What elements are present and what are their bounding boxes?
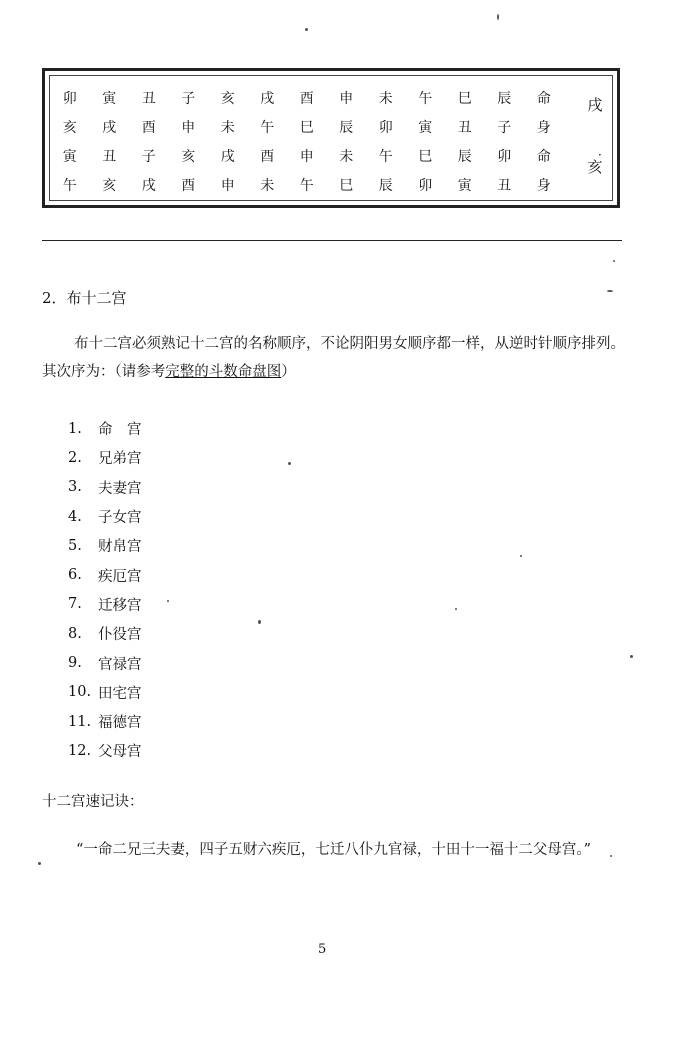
palace-name: 财帛宫 <box>98 539 142 556</box>
branches-table <box>42 68 620 208</box>
table-cell: 午 <box>299 178 314 194</box>
scan-speck <box>630 655 633 658</box>
page-number: 5 <box>318 942 327 957</box>
table-side-label: 亥 <box>587 158 603 176</box>
intro-text: 布十二宫必须熟记十二宫的名称顺序，不论阴阳男女顺序都一样，从逆时针顺序排列。其次序为：（请参考 <box>42 336 625 380</box>
scan-speck <box>305 28 308 31</box>
table-cell: 子 <box>141 149 156 165</box>
list-item <box>68 414 142 443</box>
table-cell: 亥 <box>62 120 77 136</box>
list-number: 3. <box>68 479 82 496</box>
list-item <box>68 648 142 677</box>
table-cell: 卯 <box>497 149 512 165</box>
palace-name: 夫妻宫 <box>98 480 142 497</box>
list-number: 11. <box>68 713 92 730</box>
palace-name: 仆役宫 <box>98 627 142 644</box>
branches-table-inner <box>49 75 613 201</box>
chart-reference-link[interactable]: 完整的斗数命盘图 <box>165 364 282 380</box>
table-cell: 寅 <box>457 178 472 194</box>
list-number: 5. <box>68 537 82 554</box>
list-number: 1. <box>68 420 82 437</box>
mnemonic-title: 十二宫速记诀： <box>42 794 144 810</box>
palace-name: 兄弟宫 <box>98 451 142 468</box>
table-cell: 卯 <box>62 91 77 107</box>
list-number: 2. <box>68 449 82 466</box>
table-cell: 丑 <box>141 91 156 107</box>
table-cell: 辰 <box>339 120 354 136</box>
table-cell: 寅 <box>62 149 77 165</box>
table-side-label: 戌 <box>587 96 603 114</box>
list-item <box>68 560 142 589</box>
palace-list <box>68 414 142 766</box>
table-cell: 身 <box>536 178 551 194</box>
list-number: 10. <box>68 684 92 701</box>
list-number: 8. <box>68 625 82 642</box>
intro-paragraph <box>42 330 632 386</box>
table-row <box>50 84 570 112</box>
list-item <box>68 736 142 765</box>
table-row <box>50 142 570 170</box>
table-cell: 未 <box>220 120 235 136</box>
scan-speck <box>167 600 169 602</box>
table-cell: 卯 <box>418 178 433 194</box>
list-number: 7. <box>68 596 82 613</box>
table-cell: 戌 <box>260 91 275 107</box>
table-row <box>50 113 570 141</box>
table-cell: 巳 <box>339 178 354 194</box>
scan-speck <box>38 862 41 865</box>
list-item <box>68 502 142 531</box>
scan-speck <box>288 462 291 465</box>
list-item <box>68 707 142 736</box>
table-cell: 子 <box>181 91 196 107</box>
table-cell: 子 <box>497 120 512 136</box>
table-cell: 亥 <box>181 149 196 165</box>
mnemonic-text: “一命二兄三夫妻，四子五财六疾厄，七迁八仆九官禄，十田十一福十二父母宫。” <box>76 842 592 858</box>
table-cell: 未 <box>378 91 393 107</box>
table-cell: 巳 <box>418 149 433 165</box>
list-number: 6. <box>68 567 82 584</box>
table-cell: 辰 <box>497 91 512 107</box>
scan-speck <box>607 290 613 292</box>
list-number: 9. <box>68 655 82 672</box>
table-cell: 亥 <box>220 91 235 107</box>
table-side-dot: · <box>598 148 602 162</box>
table-cell: 巳 <box>299 120 314 136</box>
list-item <box>68 678 142 707</box>
section-title: 2．布十二宫 <box>42 289 127 307</box>
table-cell: 戌 <box>102 120 117 136</box>
table-cell: 丑 <box>102 149 117 165</box>
table-cell: 申 <box>339 91 354 107</box>
list-number: 12. <box>68 742 92 759</box>
table-cell: 酉 <box>299 91 314 107</box>
scan-speck <box>613 260 615 262</box>
table-cell: 辰 <box>378 178 393 194</box>
table-cell: 午 <box>260 120 275 136</box>
scan-speck <box>455 608 457 610</box>
palace-name: 福德宫 <box>98 715 142 732</box>
table-cell: 丑 <box>497 178 512 194</box>
palace-name: 命 宫 <box>98 422 142 439</box>
table-cell: 命 <box>536 149 551 165</box>
table-cell: 巳 <box>457 91 472 107</box>
palace-name: 官禄宫 <box>98 656 142 673</box>
table-cell: 寅 <box>418 120 433 136</box>
table-cell: 午 <box>418 91 433 107</box>
list-item <box>68 473 142 502</box>
table-cell: 戌 <box>141 178 156 194</box>
list-item <box>68 531 142 560</box>
palace-name: 父母宫 <box>98 744 142 761</box>
table-cell: 酉 <box>141 120 156 136</box>
scan-speck <box>497 14 499 20</box>
table-cell: 申 <box>299 149 314 165</box>
palace-name: 疾厄宫 <box>98 568 142 585</box>
table-cell: 午 <box>62 178 77 194</box>
palace-name: 田宅宫 <box>98 685 142 702</box>
table-cell: 身 <box>536 120 551 136</box>
table-row <box>50 171 570 199</box>
table-cell: 未 <box>339 149 354 165</box>
table-cell: 亥 <box>102 178 117 194</box>
scan-speck <box>520 555 522 557</box>
table-cell: 午 <box>378 149 393 165</box>
list-item <box>68 590 142 619</box>
table-cell: 辰 <box>457 149 472 165</box>
table-cell: 卯 <box>378 120 393 136</box>
list-item <box>68 619 142 648</box>
palace-name: 子女宫 <box>98 510 142 527</box>
table-cell: 申 <box>220 178 235 194</box>
table-cell: 寅 <box>102 91 117 107</box>
table-cell: 丑 <box>457 120 472 136</box>
table-cell: 申 <box>181 120 196 136</box>
table-cell: 戌 <box>220 149 235 165</box>
list-item <box>68 443 142 472</box>
table-cell: 命 <box>536 91 551 107</box>
table-cell: 酉 <box>181 178 196 194</box>
palace-name: 迁移宫 <box>98 597 142 614</box>
scan-speck <box>258 620 261 624</box>
list-number: 4. <box>68 508 82 525</box>
table-cell: 未 <box>260 178 275 194</box>
intro-text-end: ） <box>281 364 296 380</box>
horizontal-rule <box>42 240 622 241</box>
scan-speck <box>610 855 612 857</box>
table-cell: 酉 <box>260 149 275 165</box>
